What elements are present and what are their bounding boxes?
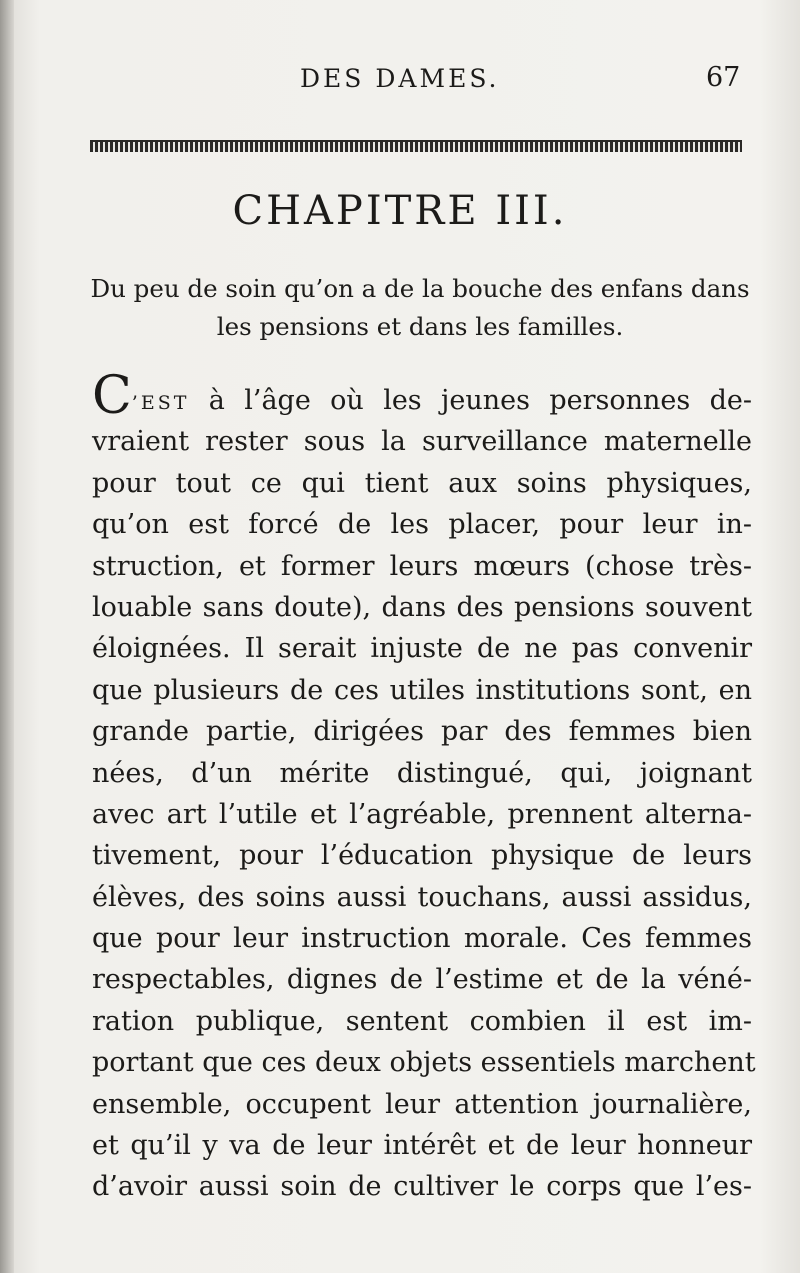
- body-line: portant que ces deux objets essentiels marchent: [92, 1047, 756, 1079]
- small-caps-word: ’EST: [131, 392, 190, 414]
- body-line: pour tout ce qui tient aux soins physiques,: [92, 467, 752, 499]
- body-line: élèves, des soins aussi touchans, aussi assidus,: [92, 881, 752, 913]
- body-line: nées, d’un mérite distingué, qui, joignant: [92, 757, 752, 789]
- drop-cap: C: [92, 366, 132, 426]
- running-head-title: DES DAMES.: [300, 64, 500, 93]
- page-number: 67: [706, 62, 741, 93]
- subtitle-line: Du peu de soin qu’on a de la bouche des enfans dans: [90, 274, 750, 303]
- subtitle-line: les pensions et dans les familles.: [216, 312, 624, 341]
- decorative-rule: [90, 140, 742, 152]
- chapter-heading: CHAPITRE III.: [232, 188, 568, 234]
- running-head: [0, 60, 800, 100]
- body-line: que plusieurs de ces utiles institutions sont, en: [92, 674, 752, 706]
- body-text: [92, 366, 756, 1208]
- body-line: grande partie, dirigées par des femmes bien: [92, 716, 752, 748]
- body-line: d’avoir aussi soin de cultiver le corps que l’es-: [92, 1171, 752, 1203]
- body-line: et qu’il y va de leur intérêt et de leur honneur: [92, 1130, 752, 1162]
- body-line: ensemble, occupent leur attention journalière,: [92, 1088, 752, 1120]
- chapter-subtitle: [90, 270, 750, 346]
- body-line-first: [92, 366, 752, 426]
- body-line: éloignées. Il serait injuste de ne pas convenir: [92, 633, 752, 665]
- body-line: vraient rester sous la surveillance maternelle: [92, 426, 752, 458]
- body-line: qu’on est forcé de les placer, pour leur in-: [92, 509, 752, 541]
- body-line: struction, et former leurs mœurs (chose très-: [92, 550, 752, 582]
- body-line: louable sans doute), dans des pensions souvent: [92, 591, 752, 623]
- body-line: avec art l’utile et l’agréable, prennent alterna-: [92, 798, 752, 830]
- body-line: respectables, dignes de l’estime et de la véné-: [92, 964, 752, 996]
- body-line: ration publique, sentent combien il est im-: [92, 1005, 752, 1037]
- body-line: tivement, pour l’éducation physique de leurs: [92, 840, 752, 872]
- body-line: que pour leur instruction morale. Ces femmes: [92, 923, 752, 955]
- first-line-text: à l’âge où les jeunes personnes de-: [189, 385, 752, 416]
